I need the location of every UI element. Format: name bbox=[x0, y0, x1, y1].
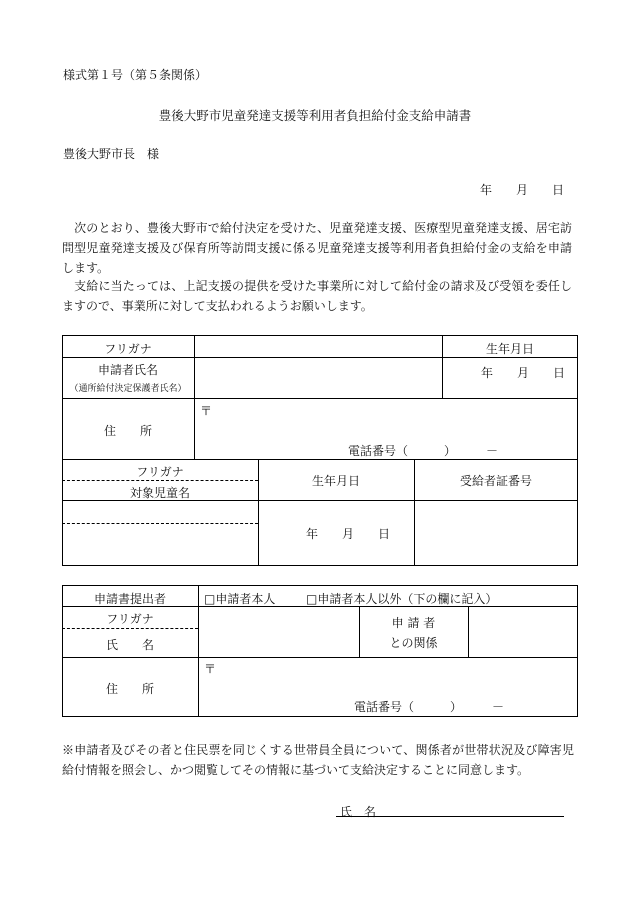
submitter-address-label: 住 所 bbox=[105, 682, 154, 696]
applicant-name-sublabel: （通所給付決定保護者氏名） bbox=[69, 384, 187, 394]
recipient-number-label: 受給者証番号 bbox=[459, 474, 532, 488]
relation-field[interactable] bbox=[470, 607, 576, 657]
applicant-phone[interactable]: 電話番号（ ） － bbox=[348, 444, 499, 458]
applicant-furigana-label: フリガナ bbox=[104, 342, 152, 356]
intro-paragraph-2: 支給に当たっては、上記支援の提供を受けた事業所に対して給付金の請求及び受領を委任しますので、事業所に対して支払われるようお願いします。 bbox=[62, 279, 572, 313]
relation-label-line1: 申 請 者 bbox=[391, 616, 436, 630]
applicant-name-label: 申請者氏名 bbox=[97, 363, 158, 377]
submitter-name-label: 氏 名 bbox=[105, 638, 154, 652]
relation-label-line2: との関係 bbox=[389, 636, 438, 650]
option-other-checkbox[interactable]: □申請者本人以外（下の欄に記入） bbox=[306, 592, 498, 606]
addressee: 豊後大野市長 様 bbox=[63, 147, 160, 161]
form-title: 豊後大野市児童発達支援等利用者負担給付金支給申請書 bbox=[158, 108, 472, 123]
applicant-name-field[interactable] bbox=[196, 359, 440, 397]
child-furigana-label: フリガナ bbox=[136, 465, 184, 479]
signature-line[interactable] bbox=[336, 816, 564, 817]
submitter-label: 申請書提出者 bbox=[93, 592, 166, 606]
recipient-number-field[interactable] bbox=[416, 502, 576, 566]
child-name-field[interactable] bbox=[64, 525, 256, 565]
applicant-birth-date-field[interactable]: 年 月 日 bbox=[481, 366, 566, 380]
intro-paragraph-1: 次のとおり、豊後大野市で給付決定を受けた、児童発達支援、医療型児童発達支援、居宅訪問型児童発達支援及び保育所等訪問支援に係る児童発達支援等利用者負担給付金の支給を申請します。 bbox=[62, 221, 572, 275]
applicant-address-label: 住 所 bbox=[103, 424, 152, 438]
child-furigana-field[interactable] bbox=[64, 502, 256, 522]
submitter-name-field[interactable] bbox=[200, 607, 358, 657]
submitter-furigana-label: フリガナ bbox=[106, 612, 154, 626]
submitter-phone[interactable]: 電話番号（ ） － bbox=[354, 700, 505, 714]
consent-text: ※申請者及びその者と住民票を同じくする世帯員全員について、関係者が世帯状況及び障害児給付情報を照会し、かつ閲覧してその情報に基づいて支給決定することに同意します。 bbox=[62, 743, 574, 777]
signature-label: 氏 名 bbox=[340, 805, 377, 819]
child-name-label: 対象児童名 bbox=[129, 486, 190, 500]
form-number: 様式第１号（第５条関係） bbox=[63, 68, 208, 82]
child-birth-date-field[interactable]: 年 月 日 bbox=[306, 527, 391, 541]
submitter-postal-mark: 〒 bbox=[204, 662, 217, 676]
child-birth-date-label: 生年月日 bbox=[311, 474, 360, 488]
applicant-furigana-field[interactable] bbox=[196, 337, 440, 357]
option-self-checkbox[interactable]: □申請者本人 bbox=[204, 592, 276, 606]
postal-mark: 〒 bbox=[200, 404, 213, 418]
applicant-birth-date-label: 生年月日 bbox=[485, 342, 534, 356]
application-date[interactable]: 年 月 日 bbox=[480, 183, 565, 197]
